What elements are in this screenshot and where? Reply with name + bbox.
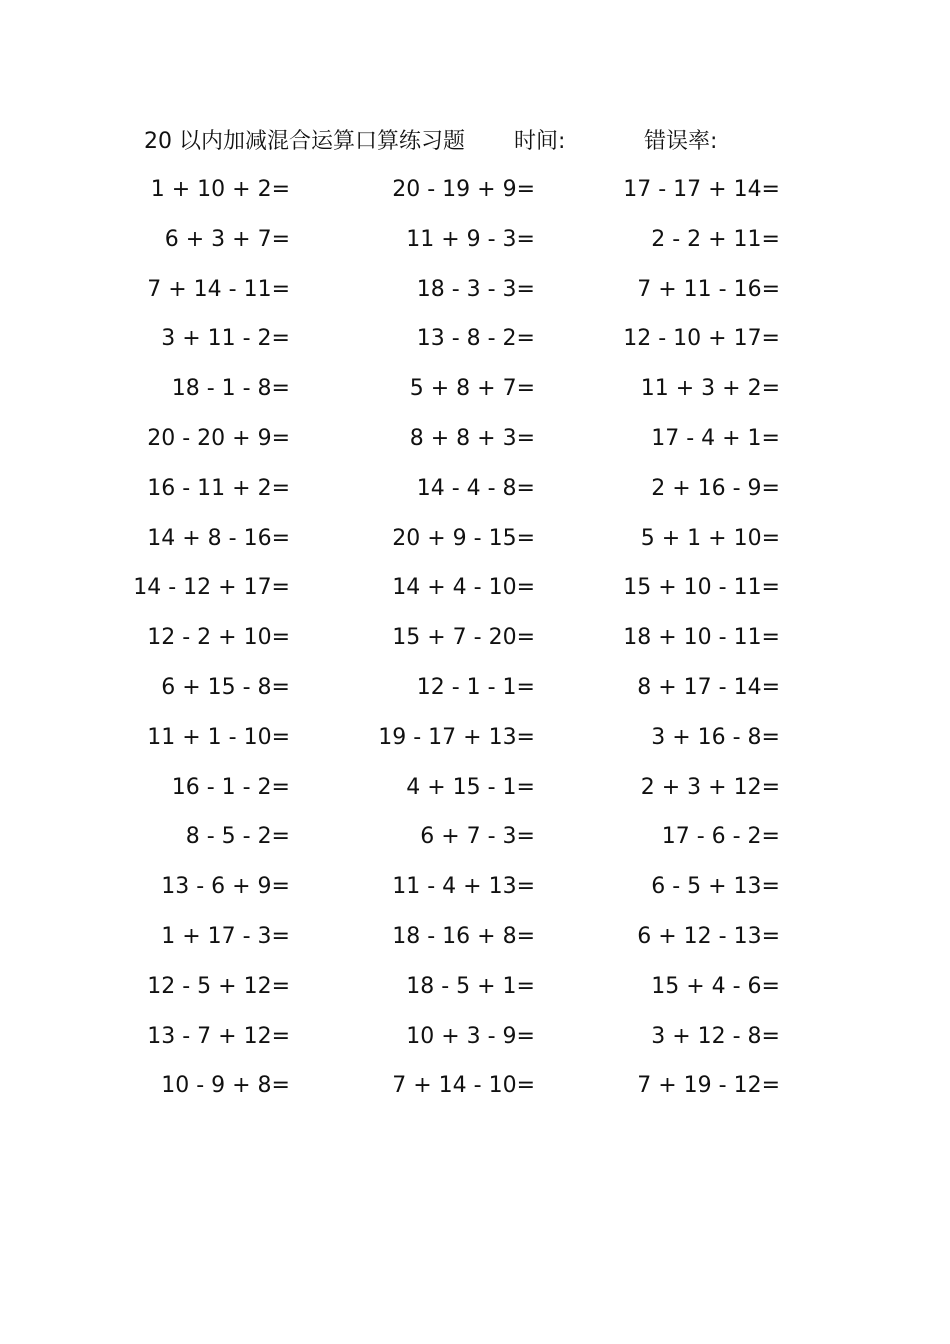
problem-cell: 10 - 9 + 8=: [161, 1073, 290, 1099]
error-rate-label: 错误率:: [644, 129, 718, 154]
problem-cell: 11 + 3 + 2=: [640, 376, 780, 402]
problem-cell: 6 + 3 + 7=: [164, 226, 290, 252]
problem-row: [120, 1066, 820, 1106]
problem-cell: 14 + 4 - 10=: [392, 575, 535, 601]
problem-cell: 15 + 7 - 20=: [392, 625, 535, 651]
problem-cell: 2 + 3 + 12=: [640, 774, 780, 800]
problem-cell: 16 - 1 - 2=: [171, 774, 290, 800]
problem-cell: 12 - 2 + 10=: [147, 625, 290, 651]
problem-cell: 1 + 17 - 3=: [161, 924, 290, 949]
problem-cell: 17 - 4 + 1=: [651, 426, 780, 451]
problem-row: [120, 519, 820, 559]
problem-cell: 12 - 5 + 12=: [147, 973, 290, 999]
problem-row: [120, 668, 820, 708]
problem-cell: 11 + 1 - 10=: [147, 724, 290, 750]
problem-cell: 8 + 8 + 3=: [409, 426, 535, 451]
problem-cell: 20 - 19 + 9=: [392, 177, 535, 202]
problem-row: [120, 768, 820, 808]
problem-row: [120, 867, 820, 907]
problem-cell: 7 + 11 - 16=: [637, 276, 780, 302]
problem-cell: 6 + 7 - 3=: [420, 824, 535, 850]
problem-row: [120, 170, 820, 210]
problem-cell: 17 - 6 - 2=: [661, 824, 780, 850]
problem-row: [120, 319, 820, 359]
problem-cell: 5 + 8 + 7=: [409, 376, 535, 402]
problem-cell: 12 - 10 + 17=: [623, 326, 780, 352]
worksheet-title: 20 以内加减混合运算口算练习题: [144, 129, 465, 154]
problem-cell: 13 - 6 + 9=: [161, 874, 290, 900]
problem-cell: 7 + 19 - 12=: [637, 1073, 780, 1099]
problem-cell: 18 + 10 - 11=: [623, 625, 780, 651]
problem-cell: 2 + 16 - 9=: [651, 475, 780, 501]
problem-grid: [120, 170, 820, 1114]
problem-cell: 15 + 10 - 11=: [623, 575, 780, 601]
problem-row: [120, 1017, 820, 1057]
problem-cell: 19 - 17 + 13=: [378, 724, 535, 750]
problem-cell: 4 + 15 - 1=: [406, 774, 535, 800]
problem-cell: 1 + 10 + 2=: [150, 177, 290, 202]
problem-cell: 13 - 7 + 12=: [147, 1023, 290, 1049]
problem-row: [120, 718, 820, 758]
problem-cell: 6 + 12 - 13=: [637, 924, 780, 949]
problem-cell: 18 - 5 + 1=: [406, 973, 535, 999]
problem-row: [120, 967, 820, 1007]
problem-cell: 18 - 3 - 3=: [416, 276, 535, 302]
problem-cell: 10 + 3 - 9=: [406, 1023, 535, 1049]
problem-row: [120, 817, 820, 857]
problem-cell: 16 - 11 + 2=: [147, 475, 290, 501]
problem-row: [120, 469, 820, 509]
problem-row: [120, 270, 820, 310]
problem-row: [120, 917, 820, 957]
problem-row: [120, 568, 820, 608]
problem-cell: 18 - 1 - 8=: [171, 376, 290, 402]
problem-cell: 14 - 4 - 8=: [416, 475, 535, 501]
worksheet-header: [144, 124, 844, 160]
problem-cell: 6 + 15 - 8=: [161, 675, 290, 700]
problem-cell: 14 - 12 + 17=: [133, 575, 290, 601]
problem-cell: 13 - 8 - 2=: [416, 326, 535, 352]
problem-cell: 7 + 14 - 11=: [147, 276, 290, 302]
problem-cell: 17 - 17 + 14=: [623, 177, 780, 202]
problem-cell: 11 + 9 - 3=: [406, 226, 535, 252]
problem-cell: 8 - 5 - 2=: [185, 824, 290, 850]
problem-cell: 20 + 9 - 15=: [392, 525, 535, 551]
problem-cell: 20 - 20 + 9=: [147, 426, 290, 451]
problem-cell: 2 - 2 + 11=: [651, 226, 780, 252]
problem-cell: 3 + 11 - 2=: [161, 326, 290, 352]
problem-cell: 15 + 4 - 6=: [651, 973, 780, 999]
problem-cell: 5 + 1 + 10=: [640, 525, 780, 551]
problem-cell: 18 - 16 + 8=: [392, 924, 535, 949]
problem-cell: 3 + 16 - 8=: [651, 724, 780, 750]
problem-row: [120, 369, 820, 409]
problem-row: [120, 419, 820, 459]
problem-row: [120, 618, 820, 658]
problem-cell: 8 + 17 - 14=: [637, 675, 780, 700]
problem-row: [120, 220, 820, 260]
problem-cell: 11 - 4 + 13=: [392, 874, 535, 900]
problem-cell: 12 - 1 - 1=: [416, 675, 535, 700]
problem-cell: 6 - 5 + 13=: [651, 874, 780, 900]
problem-cell: 14 + 8 - 16=: [147, 525, 290, 551]
problem-cell: 3 + 12 - 8=: [651, 1023, 780, 1049]
problem-cell: 7 + 14 - 10=: [392, 1073, 535, 1099]
time-label: 时间:: [514, 129, 566, 154]
